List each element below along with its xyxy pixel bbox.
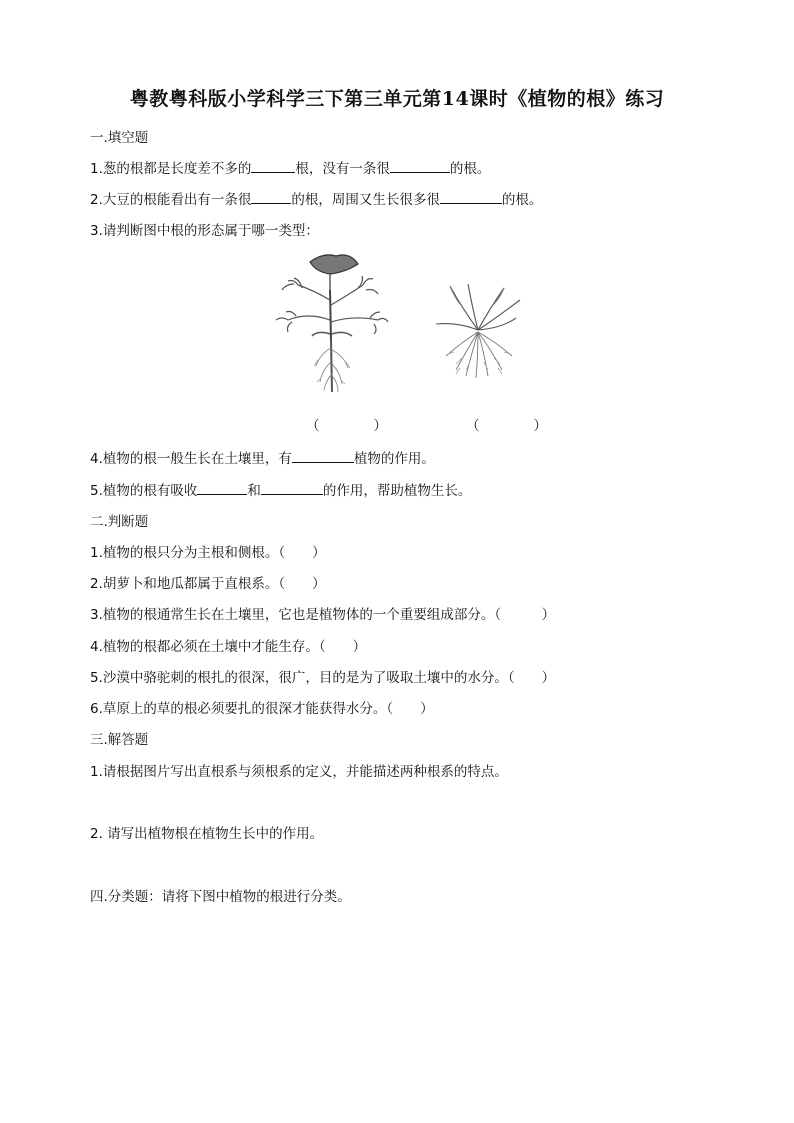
judge-question-3: 3.植物的根通常生长在土壤里，它也是植物体的一个重要组成部分。（ ） [90,607,556,623]
judge-question-1: 1.植物的根只分为主根和侧根。（ ） [90,545,326,561]
answer-question-1: 1.请根据图片写出直根系与须根系的定义，并能描述两种根系的特点。 [90,764,508,780]
answer-question-2: 2. 请写出植物根在植物生长中的作用。 [90,826,324,842]
answer-blank[interactable] [261,480,323,495]
answer-blank[interactable] [251,158,295,173]
fill-question-4 [90,447,435,467]
q5-text-c: 的作用，帮助植物生长。 [322,483,472,499]
judge-question-2: 2.胡萝卜和地瓜都属于直根系。（ ） [90,576,326,592]
judge-question-6: 6.草原上的草的根必须要扎的很深才能获得水分。（ ） [90,701,434,717]
answer-blank[interactable] [251,189,291,204]
fill-question-3: 3.请判断图中根的形态属于哪一类型： [90,223,319,239]
section-1-heading: 一.填空题 [90,130,149,146]
fill-question-2 [90,188,542,208]
answer-blank[interactable] [292,448,354,463]
q2-text-c: 的根。 [501,192,543,208]
section-4-heading: 四.分类题：请将下图中植物的根进行分类。 [90,889,351,905]
q5-text-a: 5.植物的根有吸收 [90,483,198,499]
q4-text-b: 植物的作用。 [353,451,435,467]
q4-text-a: 4.植物的根一般生长在土壤里，有 [90,451,292,467]
q2-text-a: 2.大豆的根能看出有一条很 [90,192,252,208]
q1-text-b: 根，没有一条很 [295,161,390,177]
q5-text-b: 和 [247,483,261,499]
fibrous-root-plant-image [432,278,524,382]
q2-text-b: 的根，周围又生长很多很 [291,192,440,208]
answer-bracket-right-plant[interactable]: （ ） [466,418,547,434]
taproot-plant-image [268,250,398,400]
answer-blank[interactable] [440,189,502,204]
answer-bracket-left-plant[interactable]: （ ） [306,418,387,434]
q1-text-c: 的根。 [449,161,491,177]
fill-question-1 [90,157,490,177]
page-title: 粤教粤科版小学科学三下第三单元第14课时《植物的根》练习 [129,88,665,110]
q1-text-a: 1.葱的根都是长度差不多的 [90,161,252,177]
section-3-heading: 三.解答题 [90,732,149,748]
judge-question-4: 4.植物的根都必须在土壤中才能生存。（ ） [90,639,367,655]
judge-question-5: 5.沙漠中骆驼刺的根扎的很深，很广，目的是为了吸取土壤中的水分。（ ） [90,670,556,686]
section-2-heading: 二.判断题 [90,514,149,530]
fill-question-5 [90,479,471,499]
answer-blank[interactable] [390,158,450,173]
answer-blank[interactable] [197,480,247,495]
